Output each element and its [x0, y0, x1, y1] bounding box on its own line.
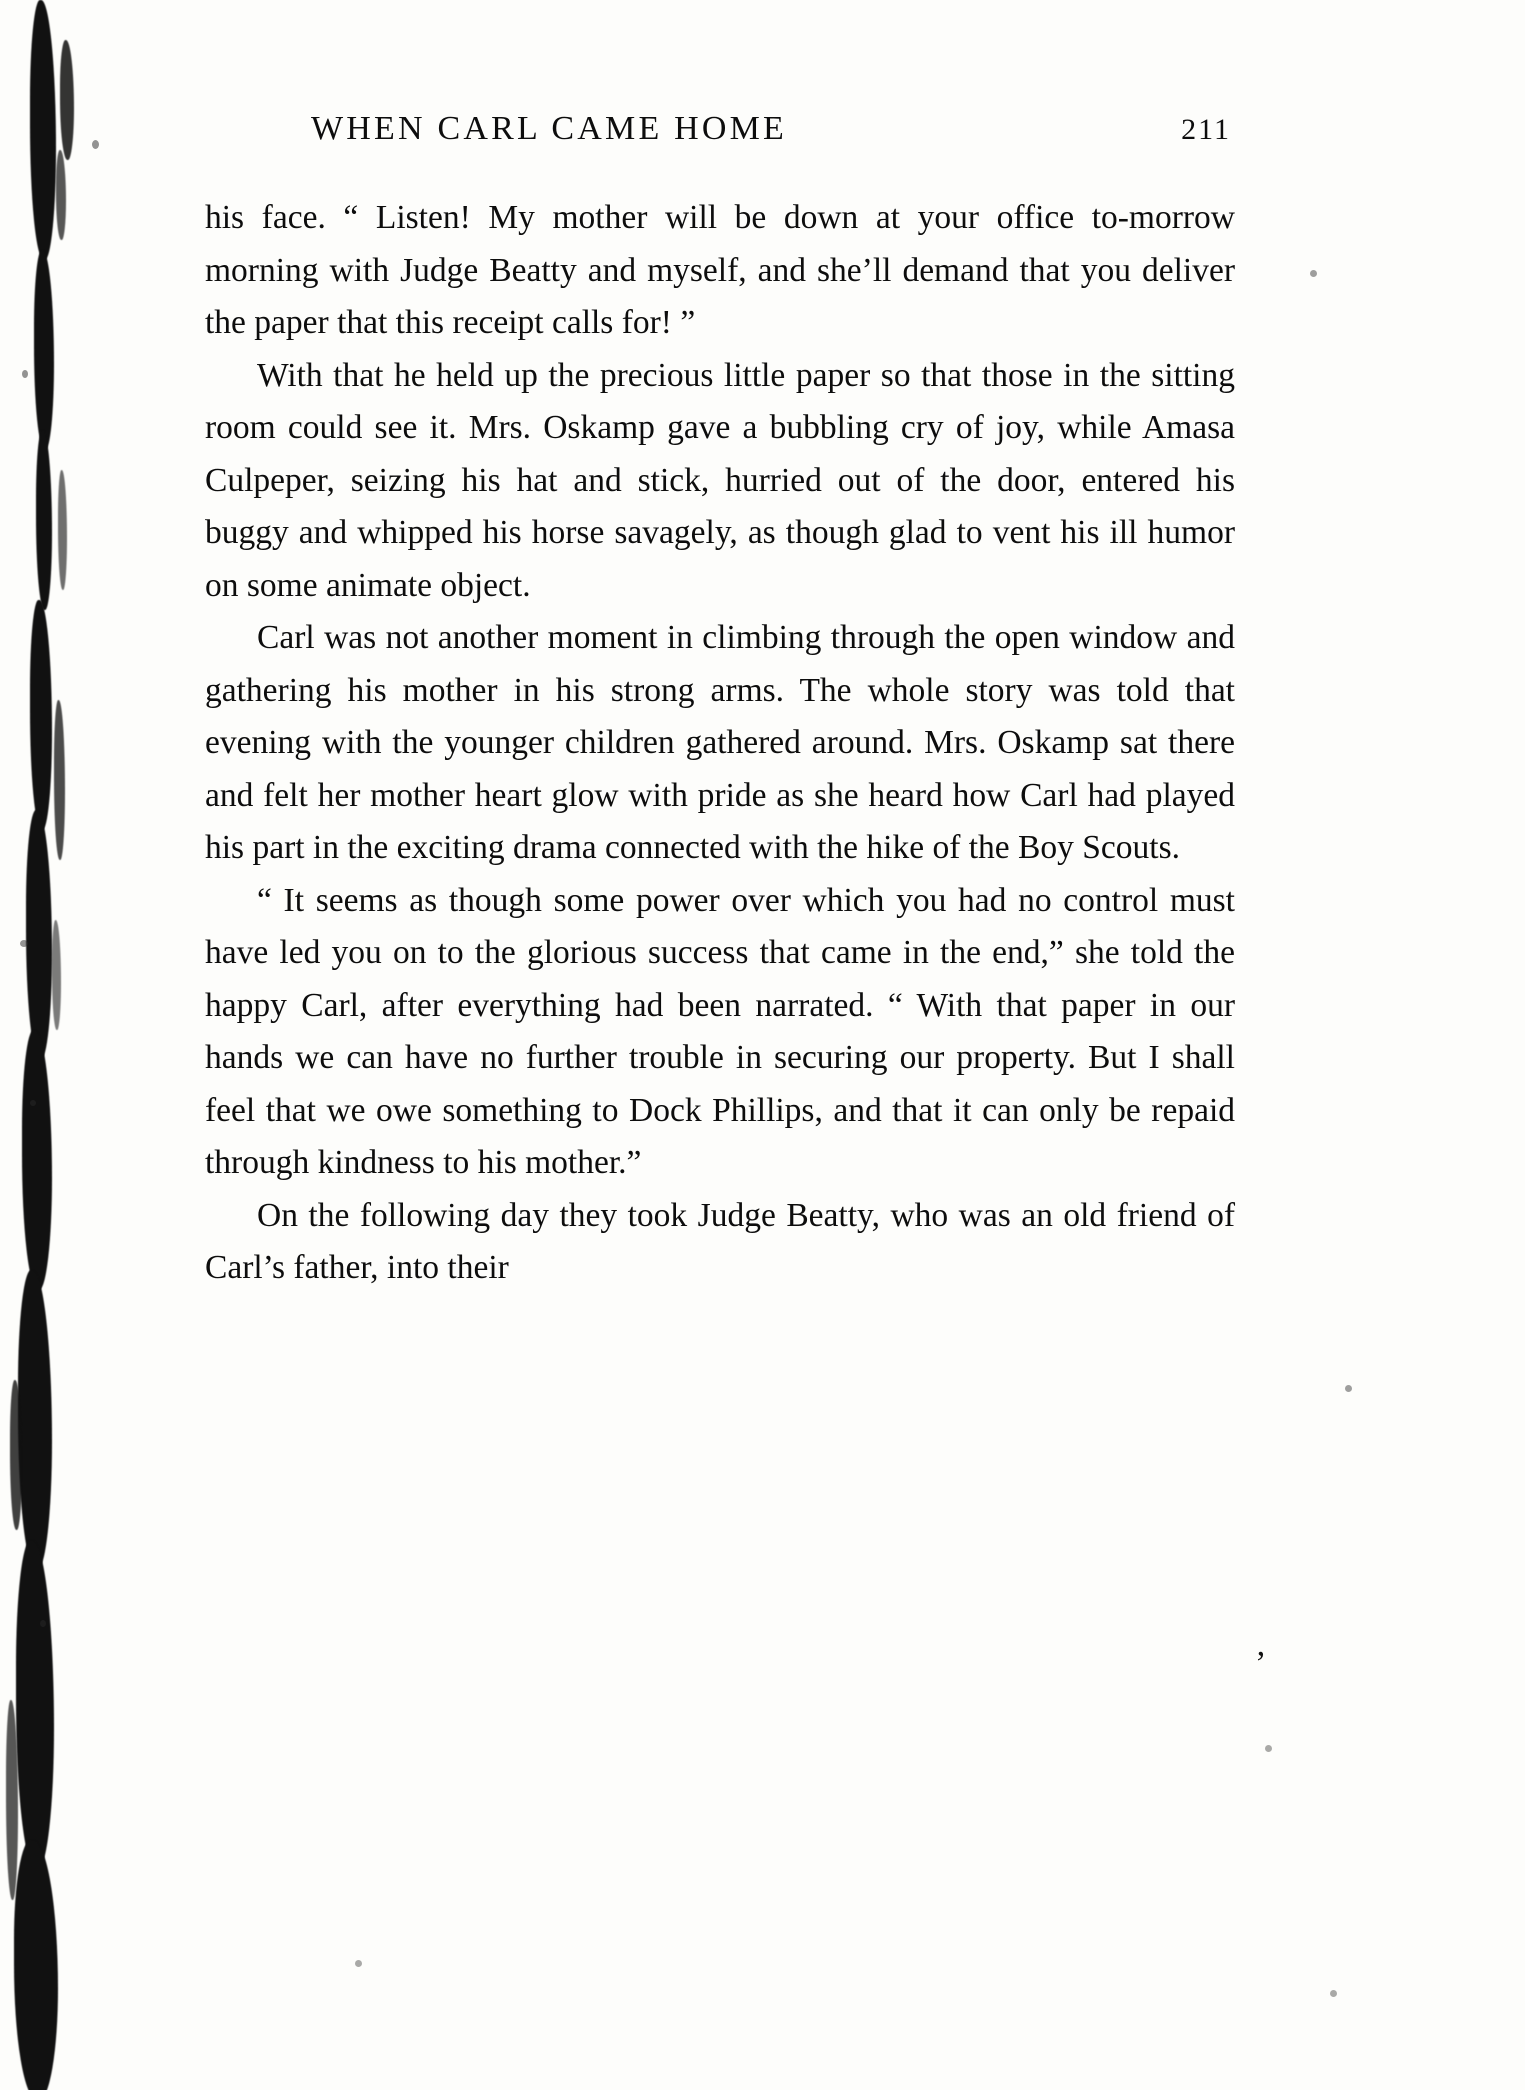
scan-speck [1265, 1745, 1272, 1752]
paragraph: his face. “ Listen! My mother will be down at your office to-morrow morning with Judge Beatty and myself, and she’ll demand that you deliver the paper that this receipt calls for! ” [205, 199, 1235, 341]
paragraph: With that he held up the precious little paper so that those in the sitting room could see it. Mrs. Oskamp gave a bubbling cry of joy, while Amasa Culpeper, seizing his hat and stick, hurried out of the door, entered his buggy and whipped his horse savagely, as though glad to vent his ill humor on some animate object. [205, 356, 1235, 604]
scan-speck [1330, 1990, 1337, 1997]
page-title: WHEN CARL CAME HOME [311, 110, 788, 147]
scan-edge-artifact [0, 0, 110, 2090]
page-number: 211 [1181, 113, 1231, 146]
scan-speck [1310, 270, 1317, 277]
paragraph: “ It seems as though some power over which you had no control must have led you on to the glorious success that came in the end,” she told the happy Carl, after everything had been narrated. “ With that paper in our hands we can have no further trouble in securing our property. But I shall feel that we owe something to Dock Phillips, and that it can only be repaid through kindness to his mother.” [205, 881, 1235, 1181]
page-content [205, 110, 1235, 1295]
paragraph: Carl was not another moment in climbing through the open window and gathering his mother in his strong arms. The whole story was told that evening with the younger children gathered around. Mrs. Oskamp sat there and felt her mother heart glow with pride as she heard how Carl had played his part in the exciting drama connected with the hike of the Boy Scouts. [205, 619, 1235, 866]
body-text [205, 192, 1235, 1295]
stray-ink-mark: ’ [1255, 1645, 1267, 1682]
scan-speck [355, 1960, 362, 1967]
paragraph: On the following day they took Judge Beatty, who was an old friend of Carl’s father, into their [205, 1196, 1235, 1286]
scan-speck [1345, 1385, 1352, 1392]
running-head [205, 110, 1235, 148]
